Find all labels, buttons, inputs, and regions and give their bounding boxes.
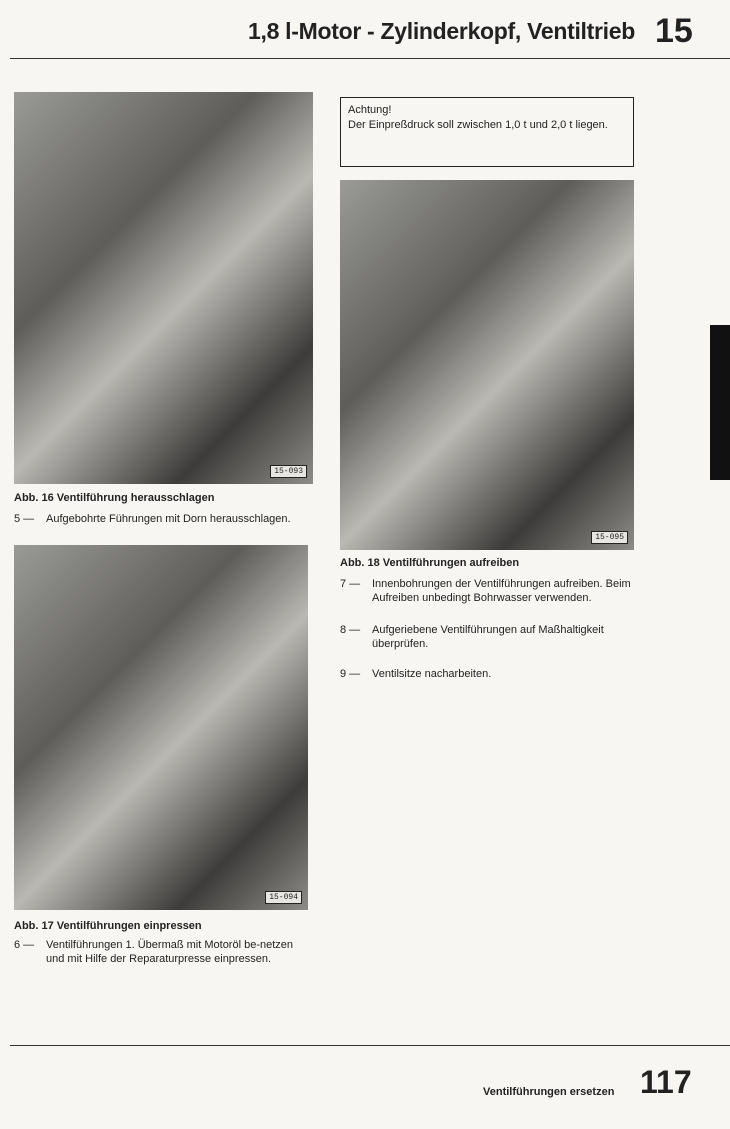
warning-heading: Achtung! bbox=[348, 104, 392, 116]
figure-code: 15-094 bbox=[265, 891, 302, 904]
warning-box bbox=[340, 97, 634, 167]
step-6: 6 — Ventilführungen 1. Übermaß mit Motoröl be-netzen und mit Hilfe der Reparaturpresse einpressen. bbox=[14, 939, 294, 965]
figure-code: 15-093 bbox=[270, 465, 307, 478]
header-rule bbox=[10, 58, 730, 59]
chapter-number: 15 bbox=[655, 12, 693, 50]
warning-text: Der Einpreßdruck soll zwischen 1,0 t und 2,0 t liegen. bbox=[348, 119, 608, 131]
figure-code: 15-095 bbox=[591, 531, 628, 544]
page-number: 117 bbox=[640, 1064, 692, 1100]
page-title: 1,8 l-Motor - Zylinderkopf, Ventiltrieb bbox=[247, 18, 635, 44]
step-5: 5 — Aufgebohrte Führungen mit Dorn herausschlagen. bbox=[14, 513, 291, 525]
step-8: 8 — Aufgeriebene Ventilführungen auf Maßhaltigkeit überprüfen. bbox=[340, 624, 604, 650]
step-7: 7 — Innenbohrungen der Ventilführungen aufreiben. Beim Aufreiben unbedingt Bohrwasser verwenden. bbox=[340, 578, 631, 604]
chapter-tab-marker bbox=[710, 325, 730, 480]
figure-18-caption: Abb. 18 Ventilführungen aufreiben bbox=[340, 557, 520, 569]
step-9: 9 — Ventilsitze nacharbeiten. bbox=[340, 668, 492, 680]
figure-16-caption: Abb. 16 Ventilführung herausschlagen bbox=[14, 492, 215, 504]
figure-16-photo bbox=[14, 92, 313, 484]
figure-17-caption: Abb. 17 Ventilführungen einpressen bbox=[14, 920, 202, 932]
figure-18-photo bbox=[340, 180, 634, 550]
figure-17-photo bbox=[14, 545, 308, 910]
footer-section: Ventilführungen ersetzen bbox=[483, 1086, 615, 1098]
footer-rule bbox=[10, 1045, 730, 1046]
